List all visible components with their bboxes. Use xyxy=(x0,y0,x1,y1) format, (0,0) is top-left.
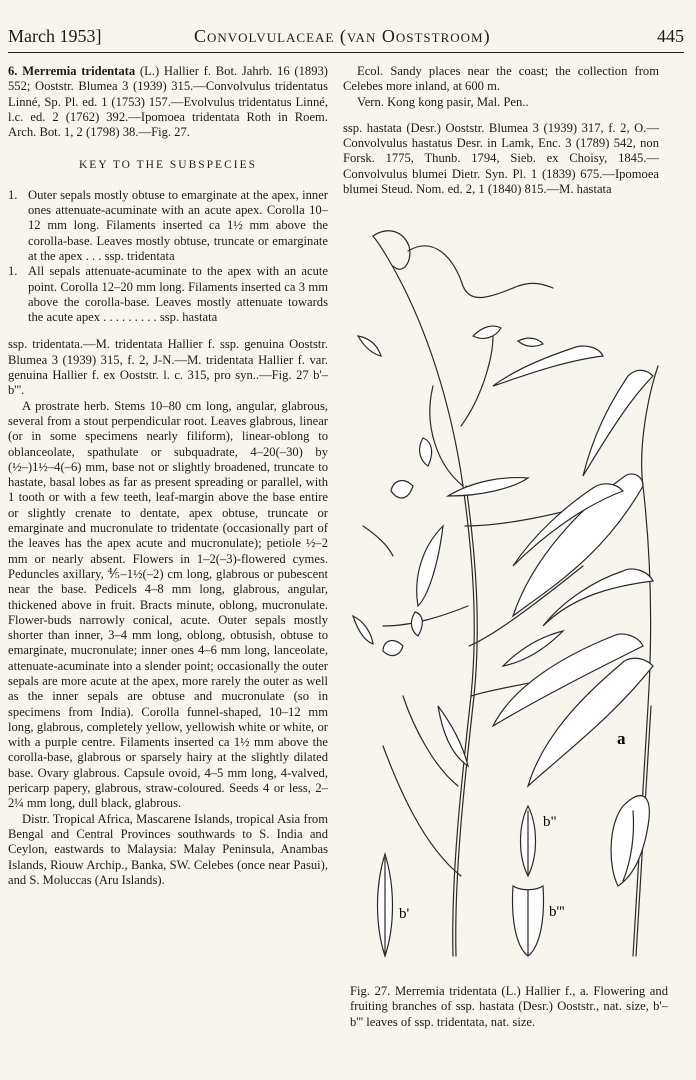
left-column xyxy=(8,64,328,888)
key-item-text: All sepals attenuate-acuminate to the apex with an acute point. Corolla 12–20 mm long. Filaments inserted ca 3 mm above the corolla-base. Leaves mostly attenuate towards the acute apex . . . . . . . . . ssp. hastata xyxy=(28,264,328,325)
key-item-number: 1. xyxy=(8,187,18,202)
distribution-text: Distr. Tropical Africa, Mascarene Islands, tropical Asia from Bengal and Central Provinces southwards to S. India and Ceylon, eastwards to Malaysia: Malay Peninsula, Anambas Islands, Riouw Archip., Banka, SW. Celebes (once near Pasui), and S. Moluccas (Aru Islands). xyxy=(8,811,328,887)
figure-label-b-triple-prime: b''' xyxy=(549,904,565,920)
header-family-title: Convolvulaceae (van Ooststroom) xyxy=(194,26,491,46)
species-synonymy: (L.) Hallier f. Bot. Jahrb. 16 (1893) 552; Ooststr. Blumea 3 (1939) 315.—Convolvulus tridentatus Linné, Sp. Pl. ed. 1 (1753) 157.—Evolvulus tridentatus Linné, l.c. ed. 2 (1762) 392.—Ipomoea tridentata Roth in Roem. Arch. Bot. 1, 2 (1798) 38.—Fig. 27. xyxy=(8,64,328,140)
key-item-1 xyxy=(8,188,328,264)
key-item-2 xyxy=(8,264,328,325)
vernacular-text: Vern. Kong kong pasir, Mal. Pen.. xyxy=(357,94,529,109)
subspecies-description: A prostrate herb. Stems 10–80 cm long, angular, glabrous, several from a stout perpendicular root. Leaves glabrous, linear (or in some specimens nearly filiform), linear-oblong to oblanceolate, spathulate or subquadrate, 4–20(–30) by (½–)1½–4(–6) mm, base not or slightly broadened, truncate to hastate, basal lobes as far as present spreading or parallel, with 1 tooth or with a few teeth, leaf-margin above the base entire or slightly crenate to dentate, apex obtuse, truncate or emarginate and mucronulate to tridentate (occasionally part of the leaves has the apex acute and mucronulate); petiole ½–2 mm or nearly absent. Flowers in 1–2(–3)-flowered cymes. Peduncles axillary, ⅘–1½(–2) cm long, glabrous or pubescent near the base. Pedicels 4–8 mm long, glabrous, angular, thickened above in fruit. Bracts minute, oblong, mucronulate. Flower-buds narrowly conical, acute. Outer sepals mostly shorter than inner, 3–4 mm long, oblong, obtusish, obtuse to emarginate, mucronulate; inner ones 4–6 mm long, lanceolate, attenuate-acuminate into a slender point; occasionally the outer sepals are more acute at the apex, more rarely the outer as well as the inner sepals are obtuse and mucronulate (so in specimens from India). Corolla funnel-shaped, 10–12 mm long, glabrous, completely yellow, yellowish white or white, or with a purple centre. Filaments inserted ca 1½ mm above the corolla-base, glabrous or sparsely hairy at the slightly dilated base. Ovary glabrous. Capsule ovoid, 4–5 mm long, 4-valved, pericarp papery, glabrous, straw-coloured. Seeds 4 or less, 2–2¼ mm long, dull black, glabrous. xyxy=(8,398,328,811)
header-rule xyxy=(8,52,684,53)
ecology-text: Ecol. Sandy places near the coast; the collection from Celebes more inland, at 600 m. xyxy=(343,64,659,94)
species-entry xyxy=(8,64,328,140)
species-title: 6. Merremia tridentata xyxy=(8,64,136,78)
figure-caption: Fig. 27. Merremia tridentata (L.) Hallier f., a. Flowering and fruiting branches of ssp. hastata (Desr.) Ooststr., nat. size, b'–b''' leaves of ssp. tridentata, nat. size. xyxy=(350,984,668,1029)
subspecies-hastata-heading: ssp. hastata (Desr.) Ooststr. Blumea 3 (1939) 317, f. 2, O.—Convolvulus hastatus Desr. in Lamk, Enc. 3 (1789) 542, non Forsk. 1775, Thunb. 1794, Sieb. ex Choisy, 1845.—Convolvulus blumei Dietr. Syn. Pl. 1 (1839) 675.—Ipomoea blumei Steud. Nom. ed. 2, 1 (1840) 815.—M. hastata xyxy=(343,120,659,197)
figure-drawing xyxy=(343,226,673,970)
botanical-illustration xyxy=(343,226,673,970)
key-item-text: Outer sepals mostly obtuse to emarginate at the apex, inner ones attenuate-acuminate with an acute apex. Corolla 10–12 mm long. Filaments inserted ca 1½ mm above the corolla-base. Leaves mostly obtuse, truncate or emarginate at the apex . . . ssp. tridentata xyxy=(28,187,328,263)
figure-label-a: a xyxy=(617,729,626,748)
figure-label-b-prime: b' xyxy=(399,906,410,922)
right-column xyxy=(343,64,659,197)
key-item-number: 1. xyxy=(8,264,18,279)
subspecies-tridentata-heading: ssp. tridentata.—M. tridentata Hallier f. ssp. genuina Ooststr. Blumea 3 (1939) 315, f. 2, J-N.—M. tridentata Hallier f. var. genuina Hallier f. ex Ooststr. l. c. 315, pro syn..—Fig. 27 b'–b'''. xyxy=(8,337,328,398)
figure-label-b-double-prime: b" xyxy=(543,814,557,830)
key-heading: KEY TO THE SUBSPECIES xyxy=(78,159,257,172)
page-number: 445 xyxy=(657,26,684,46)
running-header xyxy=(8,26,684,50)
header-date: March 1953] xyxy=(8,26,102,46)
